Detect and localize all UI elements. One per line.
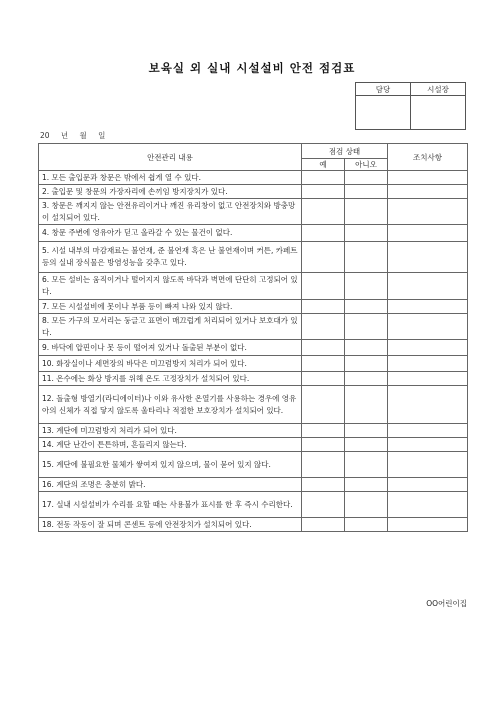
no-cell[interactable] xyxy=(345,424,388,438)
table-row xyxy=(39,478,468,492)
approval-sign-director[interactable] xyxy=(411,96,466,130)
table-row xyxy=(39,199,468,225)
checklist-item: 10. 화장실이나 세면장의 바닥은 미끄럼방지 처리가 되어 있다. xyxy=(39,356,302,372)
checklist-item: 4. 창문 주변에 영유아가 딛고 올라갈 수 있는 물건이 없다. xyxy=(39,225,302,242)
action-cell[interactable] xyxy=(388,386,468,424)
yes-cell[interactable] xyxy=(302,185,345,199)
checklist-item: 7. 모든 시설설비에 못이나 부품 등이 빠져 나와 있지 않다. xyxy=(39,300,302,314)
yes-cell[interactable] xyxy=(302,478,345,492)
table-row xyxy=(39,171,468,185)
approval-header-manager: 담당 xyxy=(356,83,411,96)
no-cell[interactable] xyxy=(345,340,388,356)
yes-cell[interactable] xyxy=(302,438,345,452)
no-cell[interactable] xyxy=(345,452,388,478)
checklist-item: 15. 계단에 불필요한 물체가 쌓여져 있지 않으며, 물이 묻어 있지 않다. xyxy=(39,452,302,478)
yes-cell[interactable] xyxy=(302,199,345,225)
table-row xyxy=(39,273,468,300)
table-row xyxy=(39,340,468,356)
checklist-item: 2. 출입문 및 창문의 가장자리에 손끼임 방지장치가 있다. xyxy=(39,185,302,199)
no-cell[interactable] xyxy=(345,185,388,199)
no-cell[interactable] xyxy=(345,242,388,273)
no-cell[interactable] xyxy=(345,225,388,242)
yes-cell[interactable] xyxy=(302,300,345,314)
checklist-table xyxy=(38,143,468,532)
no-cell[interactable] xyxy=(345,478,388,492)
yes-cell[interactable] xyxy=(302,273,345,300)
action-cell[interactable] xyxy=(388,372,468,386)
page-title: 보육실 외 실내 시설설비 안전 점검표 xyxy=(148,61,356,75)
approval-header-director: 시설장 xyxy=(411,83,466,96)
checklist-item: 14. 계단 난간이 튼튼하며, 흔들리지 않는다. xyxy=(39,438,302,452)
checklist-item: 6. 모든 설비는 움직이거나 떨어지지 않도록 바닥과 벽면에 단단히 고정되어 있다. xyxy=(39,273,302,300)
yes-cell[interactable] xyxy=(302,171,345,185)
action-cell[interactable] xyxy=(388,424,468,438)
checklist-item: 5. 시설 내부의 마감재료는 불연재, 준 불연재 혹은 난 불연재이며 커튼, 카페트 등의 실내 장식물은 방염성능을 갖추고 있다. xyxy=(39,242,302,273)
yes-cell[interactable] xyxy=(302,424,345,438)
no-cell[interactable] xyxy=(345,372,388,386)
action-cell[interactable] xyxy=(388,356,468,372)
yes-cell[interactable] xyxy=(302,518,345,532)
yes-cell[interactable] xyxy=(302,225,345,242)
yes-cell[interactable] xyxy=(302,386,345,424)
table-row xyxy=(39,242,468,273)
table-row xyxy=(39,314,468,340)
table-row xyxy=(39,386,468,424)
yes-cell[interactable] xyxy=(302,340,345,356)
table-row xyxy=(39,452,468,478)
header-status: 점검 상태 xyxy=(302,144,388,159)
approval-sign-manager[interactable] xyxy=(356,96,411,130)
table-row xyxy=(39,438,468,452)
checklist-item: 18. 전동 작동이 잘 되며 콘센트 등에 안전장치가 설치되어 있다. xyxy=(39,518,302,532)
action-cell[interactable] xyxy=(388,300,468,314)
action-cell[interactable] xyxy=(388,492,468,518)
yes-cell[interactable] xyxy=(302,356,345,372)
approval-box xyxy=(355,82,466,130)
checklist-item: 9. 바닥에 압핀이나 못 등이 떨어져 있거나 돌출된 부분이 없다. xyxy=(39,340,302,356)
table-row xyxy=(39,424,468,438)
no-cell[interactable] xyxy=(345,314,388,340)
date-line: 20 년 월 일 xyxy=(40,131,106,140)
table-row xyxy=(39,300,468,314)
no-cell[interactable] xyxy=(345,518,388,532)
checklist-item: 17. 실내 시설설비가 수리를 요할 때는 사용불가 표시를 한 후 즉시 수리한다. xyxy=(39,492,302,518)
action-cell[interactable] xyxy=(388,185,468,199)
no-cell[interactable] xyxy=(345,356,388,372)
checklist-item: 13. 계단에 미끄럼방지 처리가 되어 있다. xyxy=(39,424,302,438)
no-cell[interactable] xyxy=(345,438,388,452)
table-row xyxy=(39,225,468,242)
checklist-item: 11. 온수에는 화상 방지를 위해 온도 고정장치가 설치되어 있다. xyxy=(39,372,302,386)
table-row xyxy=(39,492,468,518)
footer-org: OO어린이집 xyxy=(426,599,467,608)
no-cell[interactable] xyxy=(345,300,388,314)
checklist-item: 12. 돌출형 방열기(라디에이터)나 이와 유사한 온열기를 사용하는 경우에 영유아의 신체가 직접 닿지 않도록 울타리나 적절한 보호장치가 설치되어 있다. xyxy=(39,386,302,424)
table-row xyxy=(39,356,468,372)
header-yes: 예 xyxy=(302,159,345,171)
action-cell[interactable] xyxy=(388,314,468,340)
no-cell[interactable] xyxy=(345,199,388,225)
header-no: 아니오 xyxy=(345,159,388,171)
action-cell[interactable] xyxy=(388,273,468,300)
checklist-item: 8. 모든 가구의 모서리는 둥글고 표면이 매끄럽게 처리되어 있거나 보호대가 있다. xyxy=(39,314,302,340)
action-cell[interactable] xyxy=(388,199,468,225)
no-cell[interactable] xyxy=(345,386,388,424)
action-cell[interactable] xyxy=(388,478,468,492)
no-cell[interactable] xyxy=(345,492,388,518)
yes-cell[interactable] xyxy=(302,314,345,340)
yes-cell[interactable] xyxy=(302,452,345,478)
action-cell[interactable] xyxy=(388,171,468,185)
no-cell[interactable] xyxy=(345,273,388,300)
yes-cell[interactable] xyxy=(302,242,345,273)
checklist-item: 1. 모든 출입문과 창문은 밖에서 쉽게 열 수 있다. xyxy=(39,171,302,185)
yes-cell[interactable] xyxy=(302,492,345,518)
yes-cell[interactable] xyxy=(302,372,345,386)
checklist-item: 3. 창문은 깨지지 않는 안전유리이거나 깨진 유리창이 없고 안전장치와 방충망이 설치되어 있다. xyxy=(39,199,302,225)
header-action: 조치사항 xyxy=(388,144,468,171)
action-cell[interactable] xyxy=(388,438,468,452)
action-cell[interactable] xyxy=(388,242,468,273)
table-row xyxy=(39,372,468,386)
header-item: 안전관리 내용 xyxy=(39,144,302,171)
no-cell[interactable] xyxy=(345,171,388,185)
action-cell[interactable] xyxy=(388,452,468,478)
table-row xyxy=(39,185,468,199)
table-row xyxy=(39,518,468,532)
checklist-item: 16. 계단의 조명은 충분히 밝다. xyxy=(39,478,302,492)
action-cell[interactable] xyxy=(388,340,468,356)
action-cell[interactable] xyxy=(388,225,468,242)
action-cell[interactable] xyxy=(388,518,468,532)
